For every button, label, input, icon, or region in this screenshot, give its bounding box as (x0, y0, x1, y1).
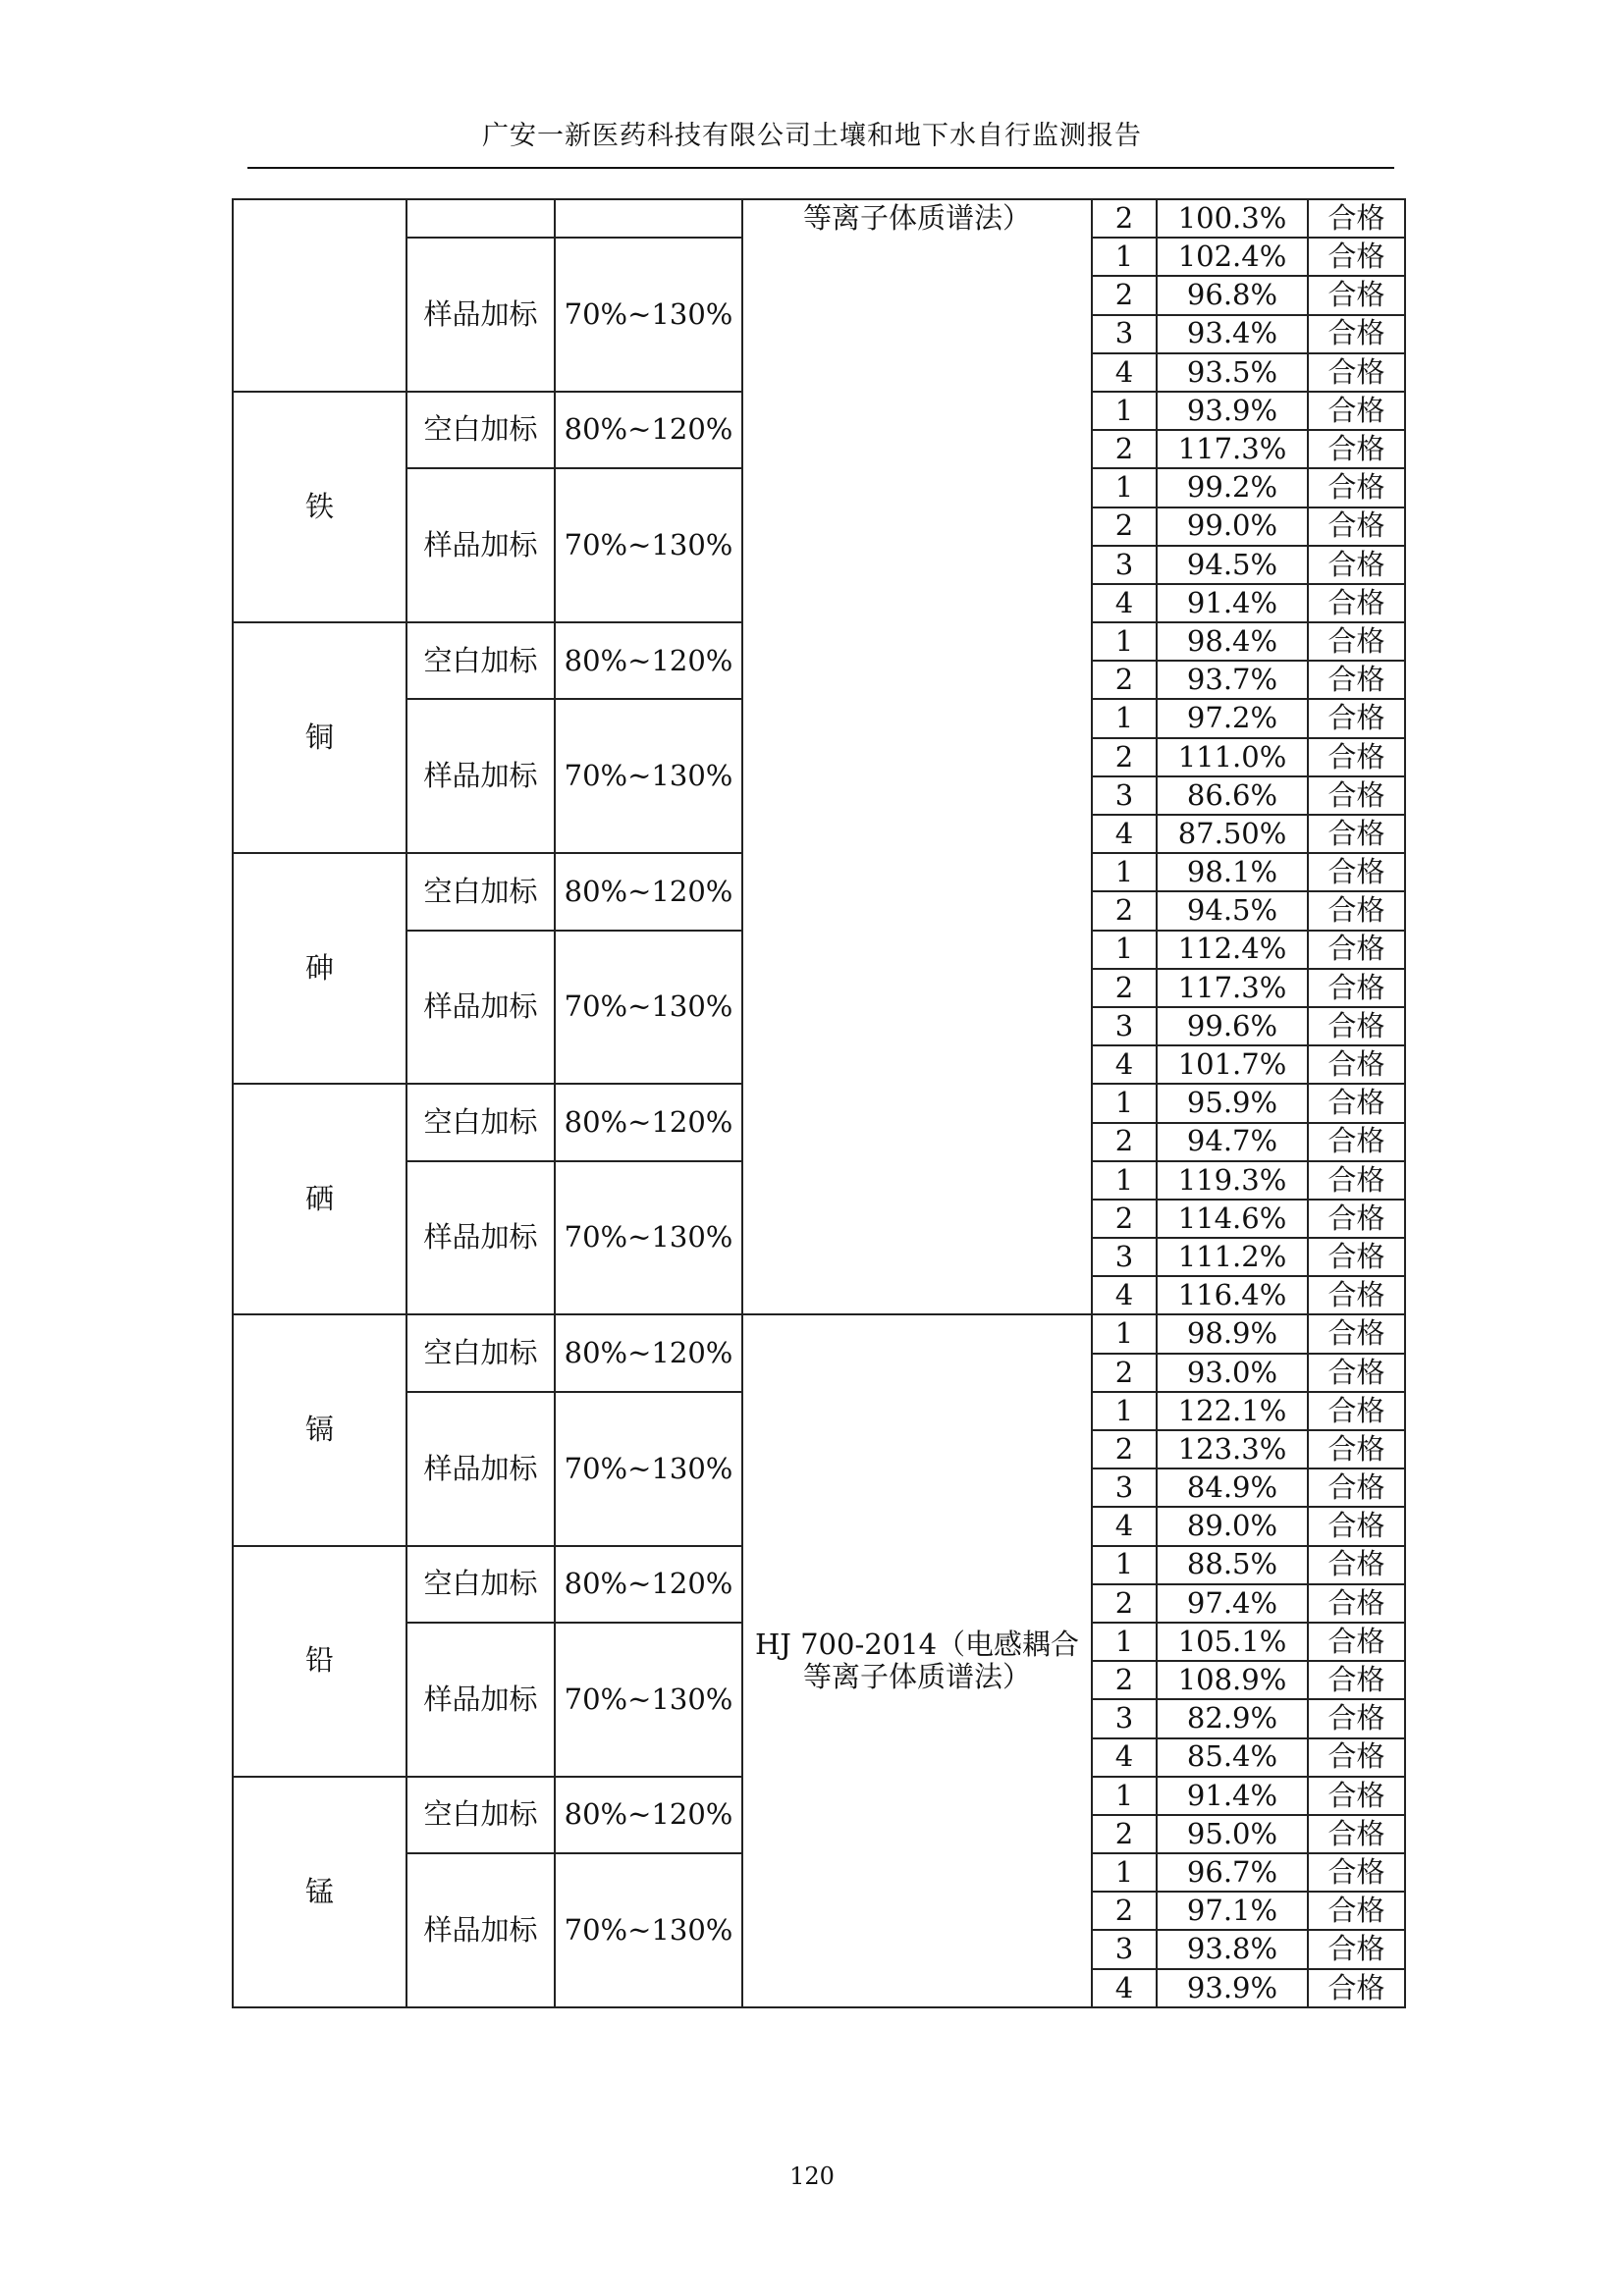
recovery-range: 80%~120% (555, 392, 742, 468)
result-pass: 合格 (1308, 1468, 1405, 1507)
result-pass: 合格 (1308, 468, 1405, 507)
recovery-rate: 122.1% (1157, 1392, 1308, 1430)
replicate-no: 2 (1092, 661, 1157, 699)
recovery-rate: 99.2% (1157, 468, 1308, 507)
recovery-range: 70%~130% (555, 1853, 742, 2007)
element-name: 锰 (233, 1777, 406, 2007)
element-name: 铜 (233, 622, 406, 853)
result-pass: 合格 (1308, 546, 1405, 584)
recovery-rate: 117.3% (1157, 969, 1308, 1007)
result-pass: 合格 (1308, 1892, 1405, 1930)
result-pass: 合格 (1308, 1738, 1405, 1777)
result-pass: 合格 (1308, 1430, 1405, 1468)
replicate-no: 1 (1092, 1777, 1157, 1815)
result-pass: 合格 (1308, 315, 1405, 353)
result-pass: 合格 (1308, 622, 1405, 661)
replicate-no: 1 (1092, 1853, 1157, 1892)
range-continued (555, 199, 742, 238)
header-rule (247, 167, 1394, 169)
replicate-no: 3 (1092, 315, 1157, 353)
result-pass: 合格 (1308, 661, 1405, 699)
recovery-rate: 95.0% (1157, 1815, 1308, 1853)
recovery-rate: 101.7% (1157, 1045, 1308, 1084)
replicate-no: 4 (1092, 1738, 1157, 1777)
recovery-rate: 111.2% (1157, 1238, 1308, 1276)
spike-type: 样品加标 (406, 1161, 555, 1315)
recovery-rate: 93.9% (1157, 1969, 1308, 2007)
recovery-rate: 88.5% (1157, 1546, 1308, 1584)
replicate-no: 2 (1092, 1123, 1157, 1161)
recovery-rate: 93.8% (1157, 1930, 1308, 1968)
page-number: 120 (789, 2163, 835, 2190)
replicate-no: 1 (1092, 1314, 1157, 1353)
recovery-range: 80%~120% (555, 1546, 742, 1623)
replicate-no: 2 (1092, 738, 1157, 776)
table-row (233, 199, 1405, 238)
element-name: 铅 (233, 1546, 406, 1777)
element-name: 砷 (233, 853, 406, 1084)
replicate-no: 3 (1092, 1007, 1157, 1045)
replicate-no: 4 (1092, 1045, 1157, 1084)
element-name: 硒 (233, 1084, 406, 1314)
recovery-rate: 98.4% (1157, 622, 1308, 661)
table-row (233, 1314, 1405, 1353)
spike-type: 样品加标 (406, 1853, 555, 2007)
result-pass: 合格 (1308, 815, 1405, 853)
recovery-range: 70%~130% (555, 1161, 742, 1315)
replicate-no: 2 (1092, 1661, 1157, 1699)
replicate-no: 4 (1092, 815, 1157, 853)
recovery-rate: 85.4% (1157, 1738, 1308, 1777)
recovery-rate: 93.7% (1157, 661, 1308, 699)
result-pass: 合格 (1308, 931, 1405, 969)
replicate-no: 4 (1092, 1969, 1157, 2007)
recovery-range: 70%~130% (555, 699, 742, 853)
spike-recovery-table (232, 198, 1406, 2008)
result-pass: 合格 (1308, 1507, 1405, 1545)
recovery-rate: 116.4% (1157, 1276, 1308, 1314)
result-pass: 合格 (1308, 238, 1405, 276)
replicate-no: 1 (1092, 1084, 1157, 1122)
spike-type: 空白加标 (406, 853, 555, 930)
element-name: 镉 (233, 1314, 406, 1545)
recovery-rate: 100.3% (1157, 199, 1308, 238)
recovery-range: 80%~120% (555, 1084, 742, 1160)
spike-type: 空白加标 (406, 392, 555, 468)
result-pass: 合格 (1308, 1930, 1405, 1968)
recovery-rate: 97.1% (1157, 1892, 1308, 1930)
replicate-no: 1 (1092, 931, 1157, 969)
recovery-rate: 112.4% (1157, 931, 1308, 969)
replicate-no: 1 (1092, 853, 1157, 891)
replicate-no: 1 (1092, 1546, 1157, 1584)
replicate-no: 3 (1092, 1930, 1157, 1968)
result-pass: 合格 (1308, 1354, 1405, 1392)
recovery-rate: 102.4% (1157, 238, 1308, 276)
replicate-no: 2 (1092, 969, 1157, 1007)
recovery-rate: 94.5% (1157, 546, 1308, 584)
result-pass: 合格 (1308, 1238, 1405, 1276)
replicate-no: 1 (1092, 622, 1157, 661)
result-pass: 合格 (1308, 1314, 1405, 1353)
recovery-rate: 86.6% (1157, 776, 1308, 815)
replicate-no: 2 (1092, 891, 1157, 930)
result-pass: 合格 (1308, 853, 1405, 891)
replicate-no: 2 (1092, 199, 1157, 238)
replicate-no: 2 (1092, 1200, 1157, 1238)
result-pass: 合格 (1308, 392, 1405, 430)
recovery-rate: 117.3% (1157, 430, 1308, 468)
replicate-no: 1 (1092, 699, 1157, 737)
result-pass: 合格 (1308, 1200, 1405, 1238)
replicate-no: 2 (1092, 1815, 1157, 1853)
replicate-no: 3 (1092, 776, 1157, 815)
recovery-rate: 87.50% (1157, 815, 1308, 853)
replicate-no: 2 (1092, 430, 1157, 468)
result-pass: 合格 (1308, 969, 1405, 1007)
result-pass: 合格 (1308, 199, 1405, 238)
result-pass: 合格 (1308, 1661, 1405, 1699)
spike-type-continued (406, 199, 555, 238)
replicate-no: 2 (1092, 1430, 1157, 1468)
result-pass: 合格 (1308, 1392, 1405, 1430)
recovery-rate: 96.8% (1157, 276, 1308, 314)
recovery-rate: 96.7% (1157, 1853, 1308, 1892)
replicate-no: 1 (1092, 238, 1157, 276)
replicate-no: 3 (1092, 1238, 1157, 1276)
recovery-rate: 99.6% (1157, 1007, 1308, 1045)
recovery-rate: 114.6% (1157, 1200, 1308, 1238)
recovery-range: 70%~130% (555, 238, 742, 392)
spike-type: 样品加标 (406, 699, 555, 853)
replicate-no: 2 (1092, 1354, 1157, 1392)
recovery-rate: 108.9% (1157, 1661, 1308, 1699)
recovery-rate: 123.3% (1157, 1430, 1308, 1468)
recovery-rate: 93.0% (1157, 1354, 1308, 1392)
result-pass: 合格 (1308, 891, 1405, 930)
result-pass: 合格 (1308, 1084, 1405, 1122)
result-pass: 合格 (1308, 1546, 1405, 1584)
result-pass: 合格 (1308, 1853, 1405, 1892)
spike-type: 空白加标 (406, 1314, 555, 1391)
replicate-no: 2 (1092, 276, 1157, 314)
result-pass: 合格 (1308, 507, 1405, 546)
recovery-range: 80%~120% (555, 622, 742, 699)
recovery-rate: 97.4% (1157, 1584, 1308, 1623)
replicate-no: 1 (1092, 1392, 1157, 1430)
recovery-rate: 105.1% (1157, 1623, 1308, 1661)
spike-type: 空白加标 (406, 622, 555, 699)
result-pass: 合格 (1308, 276, 1405, 314)
recovery-rate: 95.9% (1157, 1084, 1308, 1122)
recovery-rate: 94.7% (1157, 1123, 1308, 1161)
result-pass: 合格 (1308, 776, 1405, 815)
recovery-rate: 82.9% (1157, 1699, 1308, 1737)
method-cell: HJ 700-2014（电感耦合等离子体质谱法） (742, 1314, 1092, 2006)
spike-type: 样品加标 (406, 468, 555, 622)
spike-type: 空白加标 (406, 1546, 555, 1623)
replicate-no: 2 (1092, 507, 1157, 546)
spike-type: 样品加标 (406, 238, 555, 392)
result-pass: 合格 (1308, 1623, 1405, 1661)
recovery-rate: 94.5% (1157, 891, 1308, 930)
replicate-no: 2 (1092, 1892, 1157, 1930)
result-pass: 合格 (1308, 1276, 1405, 1314)
result-pass: 合格 (1308, 1777, 1405, 1815)
replicate-no: 4 (1092, 1276, 1157, 1314)
recovery-rate: 119.3% (1157, 1161, 1308, 1200)
recovery-rate: 93.5% (1157, 353, 1308, 392)
recovery-rate: 93.4% (1157, 315, 1308, 353)
replicate-no: 4 (1092, 353, 1157, 392)
recovery-range: 80%~120% (555, 1777, 742, 1853)
recovery-rate: 99.0% (1157, 507, 1308, 546)
recovery-rate: 89.0% (1157, 1507, 1308, 1545)
recovery-rate: 91.4% (1157, 584, 1308, 622)
spike-type: 空白加标 (406, 1777, 555, 1853)
element-cell-continued (233, 199, 406, 392)
result-pass: 合格 (1308, 1969, 1405, 2007)
replicate-no: 1 (1092, 468, 1157, 507)
recovery-range: 80%~120% (555, 1314, 742, 1391)
spike-type: 样品加标 (406, 931, 555, 1085)
result-pass: 合格 (1308, 1123, 1405, 1161)
recovery-rate: 84.9% (1157, 1468, 1308, 1507)
result-pass: 合格 (1308, 738, 1405, 776)
result-pass: 合格 (1308, 1007, 1405, 1045)
result-pass: 合格 (1308, 584, 1405, 622)
recovery-rate: 93.9% (1157, 392, 1308, 430)
page-header-title: 广安一新医药科技有限公司土壤和地下水自行监测报告 (482, 121, 1142, 151)
recovery-rate: 91.4% (1157, 1777, 1308, 1815)
result-pass: 合格 (1308, 1045, 1405, 1084)
method-cell-continued: 等离子体质谱法） (742, 199, 1092, 1314)
replicate-no: 3 (1092, 1468, 1157, 1507)
recovery-range: 70%~130% (555, 1392, 742, 1546)
recovery-range: 70%~130% (555, 468, 742, 622)
result-pass: 合格 (1308, 1815, 1405, 1853)
replicate-no: 1 (1092, 392, 1157, 430)
result-pass: 合格 (1308, 1699, 1405, 1737)
replicate-no: 3 (1092, 546, 1157, 584)
result-pass: 合格 (1308, 430, 1405, 468)
recovery-range: 70%~130% (555, 931, 742, 1085)
replicate-no: 1 (1092, 1161, 1157, 1200)
replicate-no: 2 (1092, 1584, 1157, 1623)
result-pass: 合格 (1308, 353, 1405, 392)
recovery-rate: 98.9% (1157, 1314, 1308, 1353)
spike-type: 样品加标 (406, 1392, 555, 1546)
recovery-range: 70%~130% (555, 1623, 742, 1777)
recovery-rate: 111.0% (1157, 738, 1308, 776)
recovery-rate: 98.1% (1157, 853, 1308, 891)
result-pass: 合格 (1308, 699, 1405, 737)
replicate-no: 3 (1092, 1699, 1157, 1737)
spike-type: 样品加标 (406, 1623, 555, 1777)
recovery-range: 80%~120% (555, 853, 742, 930)
recovery-rate: 97.2% (1157, 699, 1308, 737)
element-name: 铁 (233, 392, 406, 622)
spike-type: 空白加标 (406, 1084, 555, 1160)
result-pass: 合格 (1308, 1584, 1405, 1623)
replicate-no: 4 (1092, 584, 1157, 622)
result-pass: 合格 (1308, 1161, 1405, 1200)
replicate-no: 1 (1092, 1623, 1157, 1661)
replicate-no: 4 (1092, 1507, 1157, 1545)
